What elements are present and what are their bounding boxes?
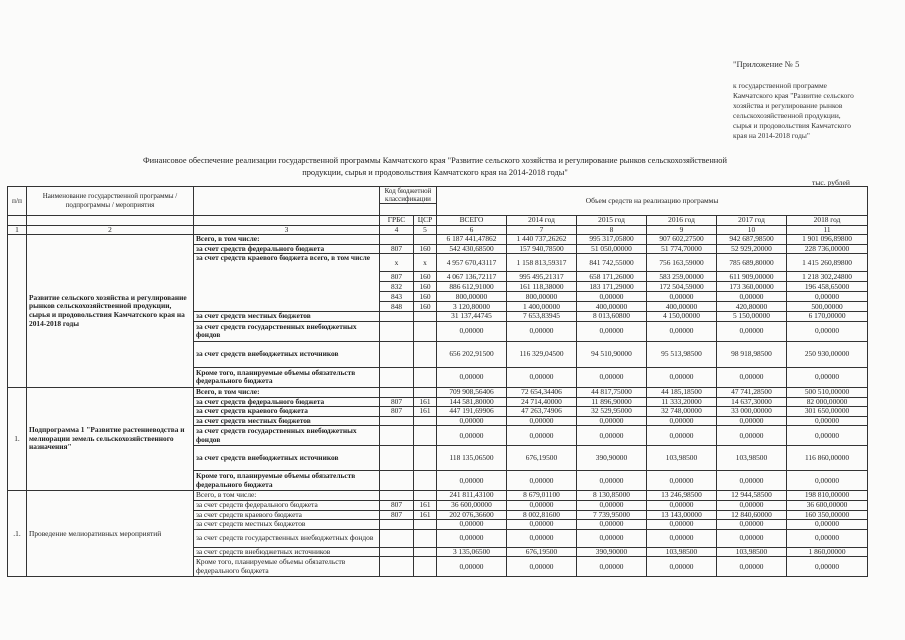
csr-code (414, 387, 437, 397)
value-year: 7 739,95000 (577, 510, 647, 520)
value-year: 0,00000 (787, 416, 868, 426)
value-year: 11 333,20000 (647, 397, 717, 407)
value-total: 4 067 136,72117 (437, 272, 507, 282)
header-year: 2014 год (507, 216, 577, 226)
grbs-code (380, 416, 414, 426)
value-year: 658 171,26000 (577, 272, 647, 282)
value-year: 24 714,40000 (507, 397, 577, 407)
grbs-code: 807 (380, 510, 414, 520)
value-year: 0,00000 (507, 367, 577, 387)
value-year: 6 170,00000 (787, 312, 868, 322)
value-year: 11 896,90000 (577, 397, 647, 407)
appendix-line: сельскохозяйственной продукции, (733, 111, 841, 120)
value-total: 202 076,36600 (437, 510, 507, 520)
value-year: 44 185,18500 (647, 387, 717, 397)
grbs-code: 848 (380, 302, 414, 312)
csr-code (414, 491, 437, 501)
value-year: 0,00000 (507, 529, 577, 547)
value-year: 228 736,00000 (787, 244, 868, 254)
value-year: 676,19500 (507, 547, 577, 557)
row-label: за счет средств местных бюджетов (194, 312, 380, 322)
value-year: 51 050,00000 (577, 244, 647, 254)
row-label: за счет средств государственных внебюджетных фондов (194, 529, 380, 547)
value-year: 98 918,98500 (717, 341, 787, 367)
appendix-line: хозяйства и регулирование рынков (733, 101, 843, 110)
value-year: 0,00000 (717, 367, 787, 387)
value-year: 1 901 096,89800 (787, 235, 868, 245)
value-year: 611 909,00000 (717, 272, 787, 282)
value-year: 942 687,98500 (717, 235, 787, 245)
appendix-line: сырья и продовольствия Камчатского (733, 121, 851, 130)
row-label: за счет средств федерального бюджета (194, 244, 380, 254)
value-year: 0,00000 (507, 416, 577, 426)
header-year: 2017 год (717, 216, 787, 226)
budget-row (8, 387, 868, 397)
value-year: 995 317,05800 (577, 235, 647, 245)
value-year: 0,00000 (717, 500, 787, 510)
value-year: 8 130,85000 (577, 491, 647, 501)
value-year: 183 171,29000 (577, 282, 647, 292)
row-label: за счет средств краевого бюджета всего, в том числе (194, 254, 380, 312)
header-year: 2016 год (647, 216, 717, 226)
value-total: 886 612,91000 (437, 282, 507, 292)
value-year: 0,00000 (577, 426, 647, 446)
value-year: 0,00000 (787, 557, 868, 577)
csr-code (414, 235, 437, 245)
row-label: за счет средств местных бюджетов (194, 520, 380, 530)
section-name: Проведение мелиоративных мероприятий (27, 491, 194, 577)
grbs-code (380, 557, 414, 577)
value-year: 47 263,74906 (507, 407, 577, 417)
value-total: 0,00000 (437, 321, 507, 341)
value-year: 0,00000 (717, 471, 787, 491)
colnum: 8 (577, 225, 647, 235)
colnum: 7 (507, 225, 577, 235)
value-total: 800,00000 (437, 292, 507, 302)
value-total: 118 135,06500 (437, 446, 507, 471)
csr-code (414, 426, 437, 446)
value-year: 500,00000 (787, 302, 868, 312)
grbs-code (380, 471, 414, 491)
value-year: 400,00000 (647, 302, 717, 312)
row-label: за счет средств краевого бюджета (194, 407, 380, 417)
value-year: 103,98500 (647, 547, 717, 557)
grbs-code (380, 547, 414, 557)
value-year: 0,00000 (577, 500, 647, 510)
csr-code: 160 (414, 302, 437, 312)
colnum: 10 (717, 225, 787, 235)
value-total: 709 908,56406 (437, 387, 507, 397)
grbs-code: 832 (380, 282, 414, 292)
value-year: 7 653,83945 (507, 312, 577, 322)
grbs-code: 807 (380, 272, 414, 282)
value-year: 0,00000 (717, 292, 787, 302)
appendix-line: Камчатского края "Развитие сельского (733, 91, 854, 100)
csr-code: 160 (414, 244, 437, 254)
value-year: 13 143,00000 (647, 510, 717, 520)
value-year: 756 163,59000 (647, 254, 717, 272)
value-total: 3 120,80000 (437, 302, 507, 312)
value-total: 0,00000 (437, 520, 507, 530)
row-label: за счет средств местных бюджетов (194, 416, 380, 426)
value-year: 907 602,27500 (647, 235, 717, 245)
row-label: Кроме того, планируемые объемы обязательств федерального бюджета (194, 367, 380, 387)
value-total: 4 957 670,43117 (437, 254, 507, 272)
grbs-code (380, 312, 414, 322)
value-year: 1 415 260,89800 (787, 254, 868, 272)
section-number: 1. (8, 387, 27, 490)
grbs-code (380, 367, 414, 387)
value-year: 8 679,01100 (507, 491, 577, 501)
csr-code (414, 520, 437, 530)
value-year: 32 748,00000 (647, 407, 717, 417)
csr-code (414, 321, 437, 341)
value-year: 0,00000 (507, 471, 577, 491)
value-year: 0,00000 (577, 416, 647, 426)
colnum: 4 (380, 225, 414, 235)
value-year: 0,00000 (507, 321, 577, 341)
value-year: 0,00000 (787, 471, 868, 491)
value-year: 44 817,75000 (577, 387, 647, 397)
value-year: 0,00000 (647, 557, 717, 577)
value-year: 301 650,00000 (787, 407, 868, 417)
value-year: 0,00000 (717, 426, 787, 446)
value-year: 0,00000 (717, 557, 787, 577)
grbs-code: 807 (380, 244, 414, 254)
value-year: 800,00000 (507, 292, 577, 302)
row-label: за счет средств внебюджетных источников (194, 341, 380, 367)
value-year: 0,00000 (717, 416, 787, 426)
value-year: 173 360,00000 (717, 282, 787, 292)
value-year: 196 458,65000 (787, 282, 868, 292)
csr-code: 161 (414, 397, 437, 407)
value-total: 0,00000 (437, 367, 507, 387)
document-title (130, 155, 740, 179)
grbs-code: 807 (380, 397, 414, 407)
value-year: 841 742,55000 (577, 254, 647, 272)
grbs-code: 807 (380, 500, 414, 510)
value-year: 0,00000 (647, 500, 717, 510)
colnum: 2 (27, 225, 194, 235)
appendix-line: края на 2014-2018 годы" (733, 131, 810, 140)
header-blank (194, 187, 380, 216)
colnum: 6 (437, 225, 507, 235)
value-year: 5 150,00000 (717, 312, 787, 322)
grbs-code (380, 491, 414, 501)
csr-code: 160 (414, 282, 437, 292)
value-year: 32 529,95000 (577, 407, 647, 417)
document-title-line: Финансовое обеспечение реализации государственной программы Камчатского края "Развитие сельского хозяйства и регулирование рынков сельскохозяйственной (143, 156, 727, 165)
csr-code (414, 341, 437, 367)
row-label: Всего, в том числе: (194, 235, 380, 245)
section-number: .1. (8, 491, 27, 577)
value-year: 0,00000 (787, 367, 868, 387)
header-csr: ЦСР (414, 216, 437, 226)
csr-code (414, 547, 437, 557)
value-year: 250 930,00000 (787, 341, 868, 367)
value-year: 0,00000 (577, 321, 647, 341)
value-year: 1 158 813,59317 (507, 254, 577, 272)
value-year: 0,00000 (647, 321, 717, 341)
csr-code (414, 446, 437, 471)
value-year: 500 510,00000 (787, 387, 868, 397)
budget-row (8, 491, 868, 501)
value-year: 0,00000 (787, 292, 868, 302)
value-year: 676,19500 (507, 446, 577, 471)
value-year: 103,98500 (717, 446, 787, 471)
value-year: 103,98500 (717, 547, 787, 557)
row-label: за счет средств краевого бюджета (194, 510, 380, 520)
value-total: 3 135,06500 (437, 547, 507, 557)
grbs-code (380, 321, 414, 341)
value-year: 0,00000 (577, 292, 647, 302)
value-total: 6 187 441,47862 (437, 235, 507, 245)
csr-code (414, 557, 437, 577)
row-label: Кроме того, планируемые объемы обязательств федерального бюджета (194, 471, 380, 491)
value-year: 0,00000 (717, 529, 787, 547)
value-year: 0,00000 (647, 292, 717, 302)
value-year: 0,00000 (647, 367, 717, 387)
header-volume: Объем средств на реализацию программы (437, 187, 868, 216)
value-year: 0,00000 (647, 426, 717, 446)
csr-code (414, 529, 437, 547)
value-year: 51 774,70000 (647, 244, 717, 254)
value-year: 0,00000 (787, 529, 868, 547)
value-year: 0,00000 (717, 520, 787, 530)
header-year: 2018 год (787, 216, 868, 226)
section-measure-1-1 (8, 491, 868, 577)
header-empty (194, 216, 380, 226)
csr-code: x (414, 254, 437, 272)
value-total: 656 202,91500 (437, 341, 507, 367)
value-year: 0,00000 (787, 520, 868, 530)
value-year: 72 654,34406 (507, 387, 577, 397)
value-year: 103,98500 (647, 446, 717, 471)
value-year: 785 689,80000 (717, 254, 787, 272)
budget-row (8, 235, 868, 245)
grbs-code (380, 529, 414, 547)
section-name: Развитие сельского хозяйства и регулирование рынков сельскохозяйственной продукции, сырья и продовольствия Камчатского края на 2014-2018 годы (27, 235, 194, 388)
row-label: за счет средств государственных внебюджетных фондов (194, 426, 380, 446)
value-year: 198 810,00000 (787, 491, 868, 501)
csr-code: 160 (414, 292, 437, 302)
value-year: 116 860,00000 (787, 446, 868, 471)
value-year: 400,00000 (577, 302, 647, 312)
value-year: 12 944,58500 (717, 491, 787, 501)
value-year: 0,00000 (577, 471, 647, 491)
csr-code: 161 (414, 500, 437, 510)
value-year: 995 495,21317 (507, 272, 577, 282)
value-year: 8 002,81600 (507, 510, 577, 520)
header-year: 2015 год (577, 216, 647, 226)
header-name: Наименование государственной программы / подпрограммы / мероприятия (27, 187, 194, 216)
grbs-code (380, 426, 414, 446)
value-total: 0,00000 (437, 529, 507, 547)
csr-code: 160 (414, 272, 437, 282)
header-empty (27, 216, 194, 226)
colnum: 3 (194, 225, 380, 235)
row-label: Всего, в том числе: (194, 491, 380, 501)
header-empty (8, 216, 27, 226)
row-label: за счет средств федерального бюджета (194, 500, 380, 510)
grbs-code (380, 341, 414, 367)
value-year: 8 013,60800 (577, 312, 647, 322)
value-total: 447 191,69906 (437, 407, 507, 417)
value-year: 95 513,98500 (647, 341, 717, 367)
row-label: за счет средств внебюджетных источников (194, 547, 380, 557)
value-total: 241 811,43100 (437, 491, 507, 501)
value-total: 0,00000 (437, 416, 507, 426)
value-total: 0,00000 (437, 471, 507, 491)
value-year: 1 218 302,24800 (787, 272, 868, 282)
value-year: 12 840,60000 (717, 510, 787, 520)
section-name: Подпрограмма 1 "Развитие растениеводства и мелиорации земель сельскохозяйственного назначения" (27, 387, 194, 490)
csr-code: 161 (414, 407, 437, 417)
value-year: 36 600,00000 (787, 500, 868, 510)
value-year: 0,00000 (577, 529, 647, 547)
grbs-code (380, 446, 414, 471)
grbs-code (380, 387, 414, 397)
value-total: 31 137,44745 (437, 312, 507, 322)
appendix-title: "Приложение № 5 (733, 59, 800, 69)
value-year: 33 000,00000 (717, 407, 787, 417)
value-year: 0,00000 (647, 529, 717, 547)
colnum: 9 (647, 225, 717, 235)
value-year: 82 000,00000 (787, 397, 868, 407)
value-year: 172 504,59000 (647, 282, 717, 292)
grbs-code (380, 520, 414, 530)
value-year: 52 929,20000 (717, 244, 787, 254)
grbs-code: x (380, 254, 414, 272)
csr-code (414, 367, 437, 387)
row-label: Кроме того, планируемые объемы обязательств федерального бюджета (194, 557, 380, 577)
document-title-line: продукции, сырья и продовольствия Камчатского края на 2014-2018 годы" (302, 168, 568, 177)
value-year: 420,80000 (717, 302, 787, 312)
row-label: за счет средств федерального бюджета (194, 397, 380, 407)
header-code-group: Код бюджетной классификации (380, 187, 437, 204)
grbs-code: 843 (380, 292, 414, 302)
colnum: 11 (787, 225, 868, 235)
value-year: 583 259,00000 (647, 272, 717, 282)
value-year: 390,90000 (577, 446, 647, 471)
value-year: 0,00000 (507, 520, 577, 530)
header-total: ВСЕГО (437, 216, 507, 226)
value-year: 0,00000 (507, 500, 577, 510)
value-year: 0,00000 (787, 426, 868, 446)
csr-code (414, 312, 437, 322)
csr-code: 161 (414, 510, 437, 520)
colnum: 5 (414, 225, 437, 235)
value-year: 0,00000 (787, 321, 868, 341)
value-year: 160 350,00000 (787, 510, 868, 520)
csr-code (414, 471, 437, 491)
value-total: 542 430,68500 (437, 244, 507, 254)
row-label: за счет средств государственных внебюджетных фондов (194, 321, 380, 341)
value-year: 1 860,00000 (787, 547, 868, 557)
value-total: 0,00000 (437, 426, 507, 446)
value-year: 94 510,90000 (577, 341, 647, 367)
value-year: 0,00000 (577, 520, 647, 530)
value-year: 0,00000 (577, 367, 647, 387)
value-year: 47 741,28500 (717, 387, 787, 397)
value-year: 116 329,04500 (507, 341, 577, 367)
value-year: 0,00000 (647, 471, 717, 491)
header-grbs: ГРБС (380, 216, 414, 226)
value-total: 144 581,80000 (437, 397, 507, 407)
value-total: 0,00000 (437, 557, 507, 577)
financing-table (7, 186, 868, 577)
value-total: 36 600,00000 (437, 500, 507, 510)
grbs-code (380, 235, 414, 245)
value-year: 0,00000 (647, 520, 717, 530)
value-year: 0,00000 (507, 426, 577, 446)
row-label: за счет средств внебюджетных источников (194, 446, 380, 471)
value-year: 0,00000 (577, 557, 647, 577)
appendix-line: к государственной программе (733, 81, 827, 90)
value-year: 1 400,00000 (507, 302, 577, 312)
units-label: тыс. рублей (812, 178, 850, 187)
row-label: Всего, в том числе: (194, 387, 380, 397)
grbs-code: 807 (380, 407, 414, 417)
section-program (8, 235, 868, 388)
value-year: 390,90000 (577, 547, 647, 557)
value-year: 0,00000 (507, 557, 577, 577)
value-year: 14 637,30000 (717, 397, 787, 407)
header-num: п/п (8, 187, 27, 216)
section-number (8, 235, 27, 388)
value-year: 157 940,78500 (507, 244, 577, 254)
section-subprogram-1 (8, 387, 868, 490)
csr-code (414, 416, 437, 426)
appendix-note (733, 59, 893, 141)
value-year: 0,00000 (717, 321, 787, 341)
value-year: 0,00000 (647, 416, 717, 426)
value-year: 4 150,00000 (647, 312, 717, 322)
colnum: 1 (8, 225, 27, 235)
value-year: 1 440 737,26262 (507, 235, 577, 245)
value-year: 13 246,98500 (647, 491, 717, 501)
value-year: 161 118,38000 (507, 282, 577, 292)
